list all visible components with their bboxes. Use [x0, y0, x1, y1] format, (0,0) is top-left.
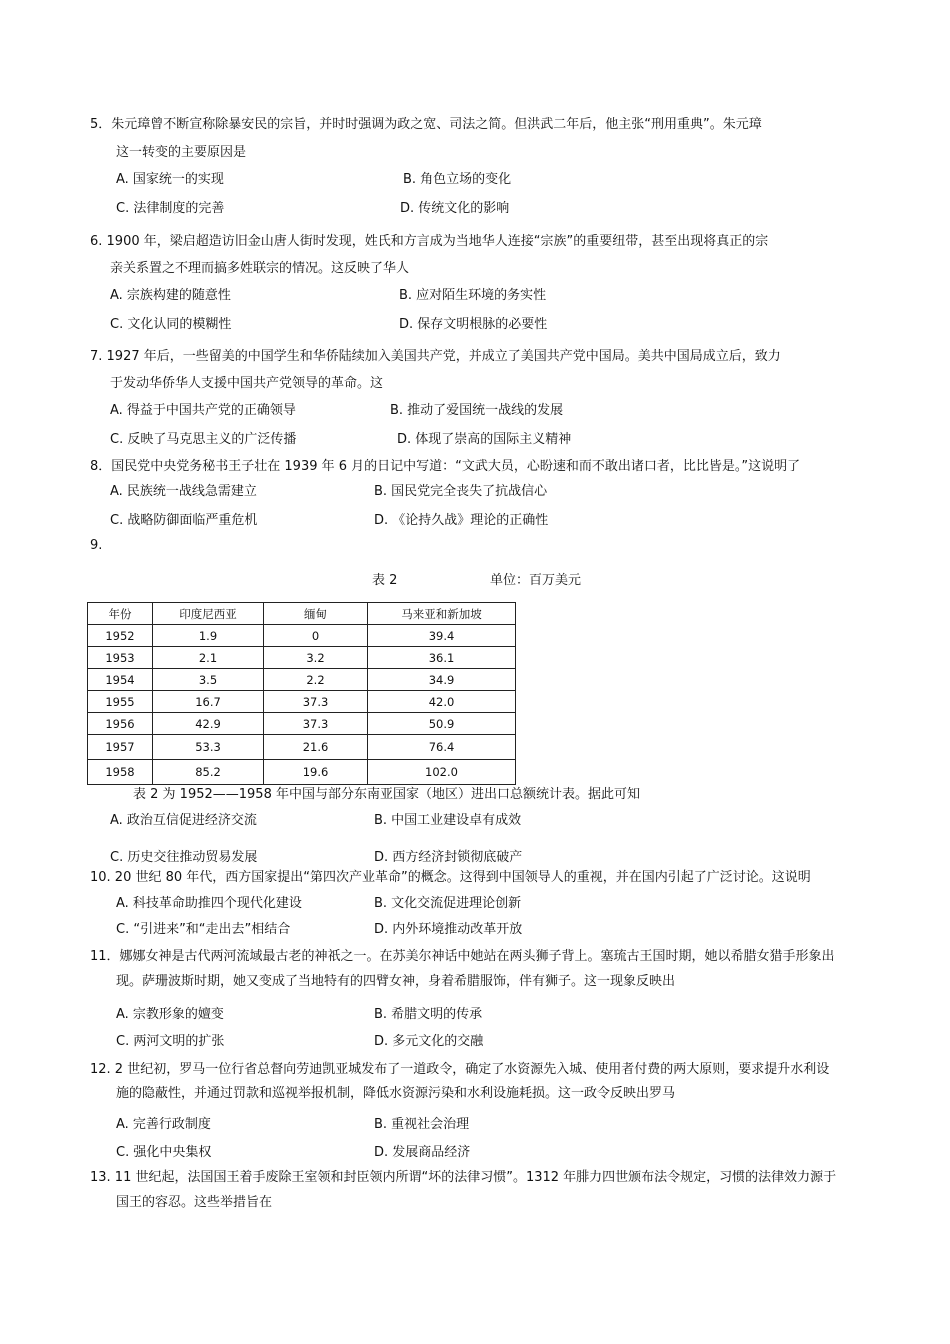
table-cell: 42.9	[153, 713, 264, 735]
table-cell: 53.3	[153, 735, 264, 760]
q10-option-a: A. 科技革命助推四个现代化建设	[116, 896, 302, 911]
table-cell: 1952	[88, 625, 153, 647]
q5-stem-line1: 5．朱元璋曾不断宣称除暴安民的宗旨，并时时强调为政之宽、司法之简。但洪武二年后，他主张“刑用重典”。朱元璋	[90, 117, 762, 132]
q6-option-b: B. 应对陌生环境的务实性	[399, 288, 547, 303]
q12-option-c: C. 强化中央集权	[116, 1145, 212, 1160]
q10-option-b: B. 文化交流促进理论创新	[374, 896, 522, 911]
q7-option-b: B. 推动了爱国统一战线的发展	[390, 403, 564, 418]
q11-option-c: C. 两河文明的扩张	[116, 1034, 225, 1049]
q12-option-d: D. 发展商品经济	[374, 1145, 471, 1160]
q5-option-d: D. 传统文化的影响	[400, 201, 510, 216]
q8-option-d: D. 《论持久战》理论的正确性	[374, 513, 549, 528]
q11-option-a: A. 宗教形象的嬗变	[116, 1007, 224, 1022]
table-cell: 37.3	[264, 691, 368, 713]
q13-stem-line2: 国王的容忍。这些举措旨在	[116, 1195, 273, 1210]
q5-option-a: A. 国家统一的实现	[116, 172, 224, 187]
table-cell: 42.0	[368, 691, 516, 713]
table-header-cell: 缅甸	[264, 603, 368, 625]
table-cell: 37.3	[264, 713, 368, 735]
q9-option-c: C. 历史交往推动贸易发展	[110, 850, 258, 865]
table-header-cell: 印度尼西亚	[153, 603, 264, 625]
q13-stem-line1: 13. 11 世纪起，法国国王着手废除王室领和封臣领内所谓“坏的法律习惯”。1312 年腓力四世颁布法令规定，习惯的法律效力源于	[90, 1170, 837, 1185]
table-cell: 34.9	[368, 669, 516, 691]
q5-option-c: C. 法律制度的完善	[116, 201, 225, 216]
q9-stem: 表 2 为 1952——1958 年中国与部分东南亚国家（地区）进出口总额统计表。据此可知	[133, 787, 640, 802]
q6-option-a: A. 宗族构建的随意性	[110, 288, 231, 303]
table-header-cell: 年份	[88, 603, 153, 625]
q6-option-d: D. 保存文明根脉的必要性	[399, 317, 548, 332]
q9-option-a: A. 政治互信促进经济交流	[110, 813, 257, 828]
table-row	[88, 713, 516, 735]
table-cell: 39.4	[368, 625, 516, 647]
table-cell: 16.7	[153, 691, 264, 713]
q6-option-c: C. 文化认同的模糊性	[110, 317, 232, 332]
table-row	[88, 669, 516, 691]
table-row	[88, 691, 516, 713]
q11-stem-line2: 现。萨珊波斯时期，她又变成了当地特有的四臂女神，身着希腊服饰，伴有狮子。这一现象反映出	[116, 974, 676, 989]
table-cell: 85.2	[153, 760, 264, 785]
q10-stem-line1: 10. 20 世纪 80 年代，西方国家提出“第四次产业革命”的概念。这得到中国领导人的重视，并在国内引起了广泛讨论。这说明	[90, 870, 811, 885]
table-cell: 76.4	[368, 735, 516, 760]
q6-stem-line1: 6. 1900 年，梁启超造访旧金山唐人街时发现，姓氏和方言成为当地华人连接“宗族”的重要纽带，甚至出现将真正的宗	[90, 234, 769, 249]
table-cell: 19.6	[264, 760, 368, 785]
table-cell: 1.9	[153, 625, 264, 647]
table-cell: 1956	[88, 713, 153, 735]
table-cell: 0	[264, 625, 368, 647]
table-cell: 1953	[88, 647, 153, 669]
table-cell: 2.2	[264, 669, 368, 691]
q7-option-c: C. 反映了马克思主义的广泛传播	[110, 432, 297, 447]
table-cell: 1958	[88, 760, 153, 785]
table-header-cell: 马来亚和新加坡	[368, 603, 516, 625]
q8-option-a: A. 民族统一战线急需建立	[110, 484, 257, 499]
q7-stem-line2: 于发动华侨华人支援中国共产党领导的革命。这	[110, 376, 384, 391]
q9-option-b: B. 中国工业建设卓有成效	[374, 813, 522, 828]
table-cell: 3.5	[153, 669, 264, 691]
q12-option-a: A. 完善行政制度	[116, 1117, 211, 1132]
table-row	[88, 647, 516, 669]
table-header-row	[88, 603, 516, 625]
table-cell: 1954	[88, 669, 153, 691]
q8-option-c: C. 战略防御面临严重危机	[110, 513, 258, 528]
q8-stem-line1: 8．国民党中央党务秘书王子壮在 1939 年 6 月的日记中写道：“文武大员，心盼速和而不敢出诸口者，比比皆是。”这说明了	[90, 459, 801, 474]
table-cell: 2.1	[153, 647, 264, 669]
table-unit: 单位：百万美元	[490, 573, 582, 588]
q8-option-b: B. 国民党完全丧失了抗战信心	[374, 484, 548, 499]
table-cell: 21.6	[264, 735, 368, 760]
q7-stem-line1: 7. 1927 年后，一些留美的中国学生和华侨陆续加入美国共产党，并成立了美国共产党中国局。美共中国局成立后，致力	[90, 349, 781, 364]
q11-option-b: B. 希腊文明的传承	[374, 1007, 483, 1022]
q7-option-d: D. 体现了崇高的国际主义精神	[397, 432, 572, 447]
table-cell: 102.0	[368, 760, 516, 785]
q10-option-c: C. “引进来”和“走出去”相结合	[116, 922, 291, 937]
q12-stem-line2: 施的隐蔽性，并通过罚款和巡视举报机制，降低水资源污染和水利设施耗损。这一政令反映出罗马	[116, 1086, 676, 1101]
table-title: 表 2	[372, 573, 398, 588]
q6-stem-line2: 亲关系置之不理而搞多姓联宗的情况。这反映了华人	[110, 261, 410, 276]
table-row	[88, 735, 516, 760]
table-cell: 1955	[88, 691, 153, 713]
table-row	[88, 760, 516, 785]
q5-stem-line2: 这一转变的主要原因是	[116, 145, 247, 160]
q7-option-a: A. 得益于中国共产党的正确领导	[110, 403, 296, 418]
trade-table	[87, 602, 516, 785]
q11-option-d: D. 多元文化的交融	[374, 1034, 484, 1049]
q12-stem-line1: 12. 2 世纪初，罗马一位行省总督向劳迪凯亚城发布了一道政令，确定了水资源先入城、使用者付费的两大原则，要求提升水利设	[90, 1062, 830, 1077]
table-cell: 1957	[88, 735, 153, 760]
table-cell: 3.2	[264, 647, 368, 669]
q5-option-b: B. 角色立场的变化	[403, 172, 512, 187]
q10-option-d: D. 内外环境推动改革开放	[374, 922, 523, 937]
q11-stem-line1: 11．娜娜女神是古代两河流域最古老的神祇之一。在苏美尔神话中她站在两头狮子背上。塞琉古王国时期，她以希腊女猎手形象出	[90, 949, 835, 964]
q12-option-b: B. 重视社会治理	[374, 1117, 470, 1132]
q9-option-d: D. 西方经济封锁彻底破产	[374, 850, 523, 865]
table-cell: 36.1	[368, 647, 516, 669]
q9-number: 9.	[90, 538, 103, 553]
table-cell: 50.9	[368, 713, 516, 735]
table-row	[88, 625, 516, 647]
